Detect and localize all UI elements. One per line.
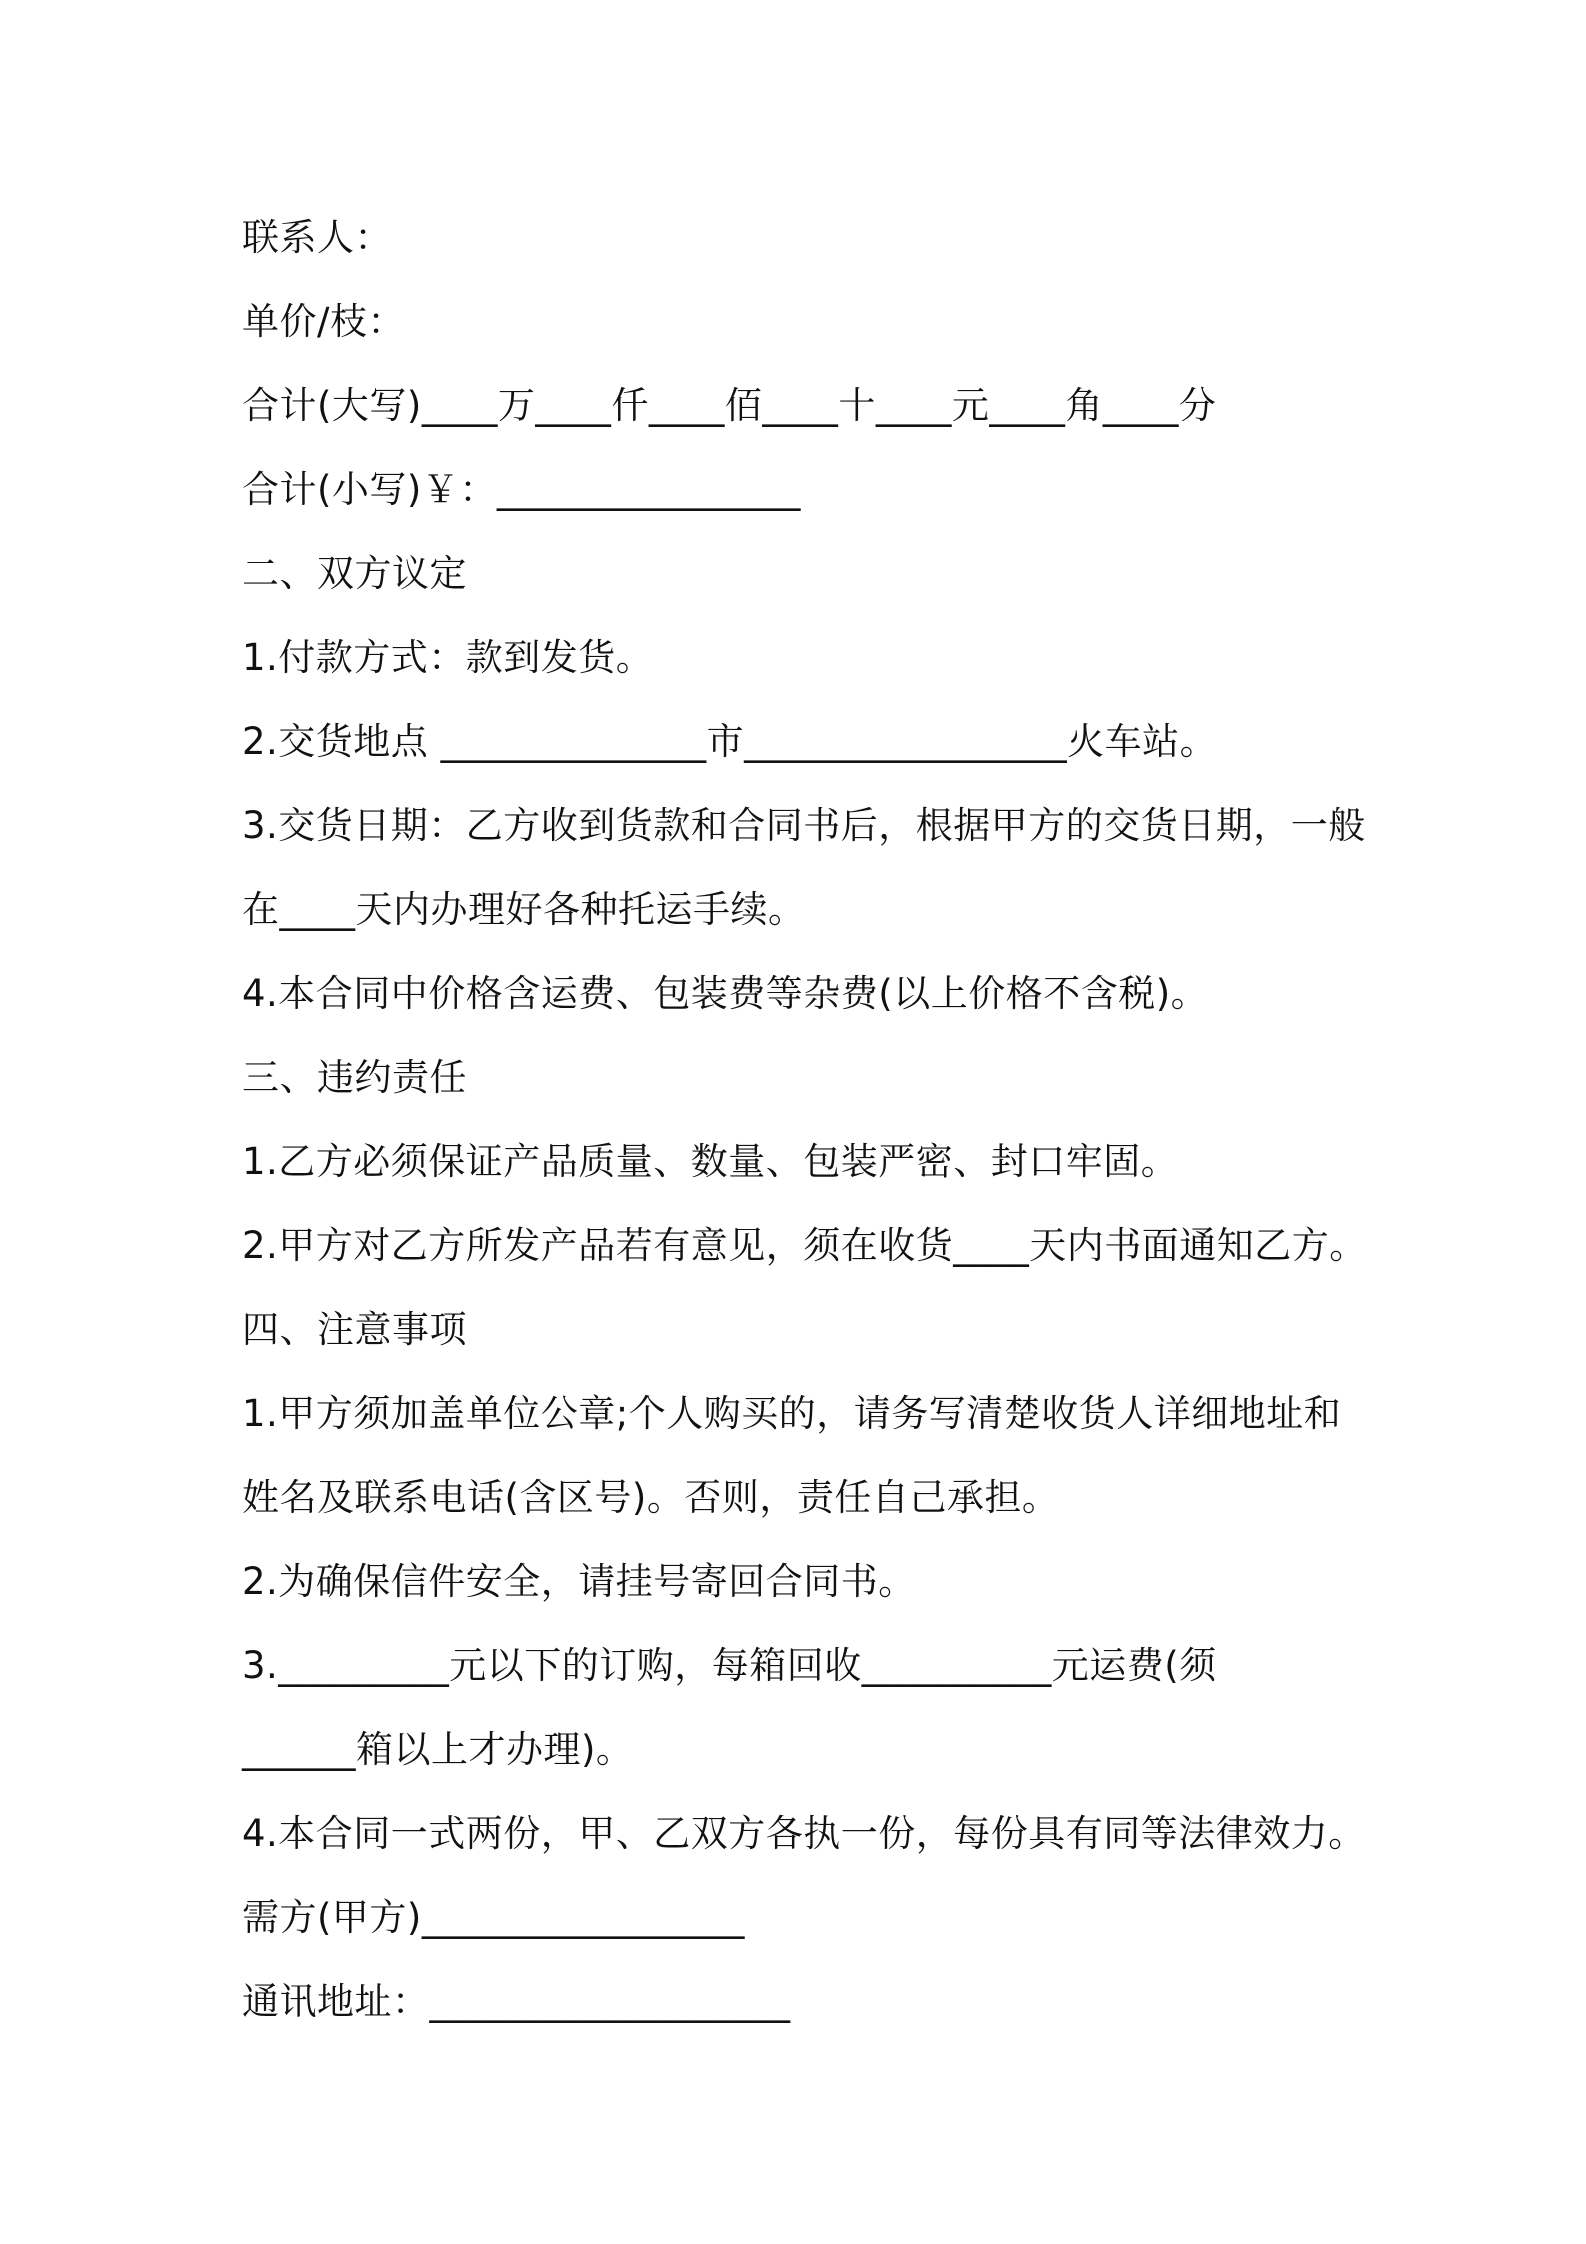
seal-requirement-line-cont: 姓名及联系电话(含区号)。否则，责任自己承担。	[242, 1476, 1060, 1519]
section-heading-agreement: 二、双方议定	[242, 552, 467, 595]
copies-line: 4.本合同一式两份，甲、乙双方各执一份，每份具有同等法律效力。	[242, 1812, 1366, 1855]
quality-guarantee-line: 1.乙方必须保证产品质量、数量、包装严密、封口牢固。	[242, 1140, 1179, 1183]
section-heading-notes: 四、注意事项	[242, 1308, 467, 1351]
delivery-location-line: 2.交货地点 ______________市_________________火车站。	[242, 720, 1218, 763]
seal-requirement-line: 1.甲方须加盖单位公章;个人购买的，请务写清楚收货人详细地址和	[242, 1392, 1342, 1435]
mailing-address-line: 通讯地址：___________________	[242, 1980, 791, 2023]
delivery-date-line: 3.交货日期：乙方收到货款和合同书后，根据甲方的交货日期，一般	[242, 804, 1366, 847]
price-inclusion-line: 4.本合同中价格含运费、包装费等杂费(以上价格不含税)。	[242, 972, 1209, 1015]
total-uppercase-line: 合计(大写)____万____仟____佰____十____元____角____分	[242, 384, 1217, 427]
shipping-fee-line-cont: ______箱以上才办理)。	[242, 1728, 634, 1771]
registered-mail-line: 2.为确保信件安全，请挂号寄回合同书。	[242, 1560, 916, 1603]
total-lowercase-line: 合计(小写)￥：________________	[242, 468, 801, 511]
objection-notice-line: 2.甲方对乙方所发产品若有意见，须在收货____天内书面通知乙方。	[242, 1224, 1367, 1267]
shipping-fee-line: 3._________元以下的订购，每箱回收__________元运费(须	[242, 1644, 1217, 1687]
unit-price-line: 单价/枝：	[242, 300, 405, 343]
buyer-party-line: 需方(甲方)_________________	[242, 1896, 745, 1939]
contact-person-line: 联系人：	[242, 216, 392, 259]
section-heading-liability: 三、违约责任	[242, 1056, 467, 1099]
payment-method-line: 1.付款方式：款到发货。	[242, 636, 654, 679]
delivery-date-line-cont: 在____天内办理好各种托运手续。	[242, 888, 806, 931]
contract-text	[242, 196, 1392, 2044]
